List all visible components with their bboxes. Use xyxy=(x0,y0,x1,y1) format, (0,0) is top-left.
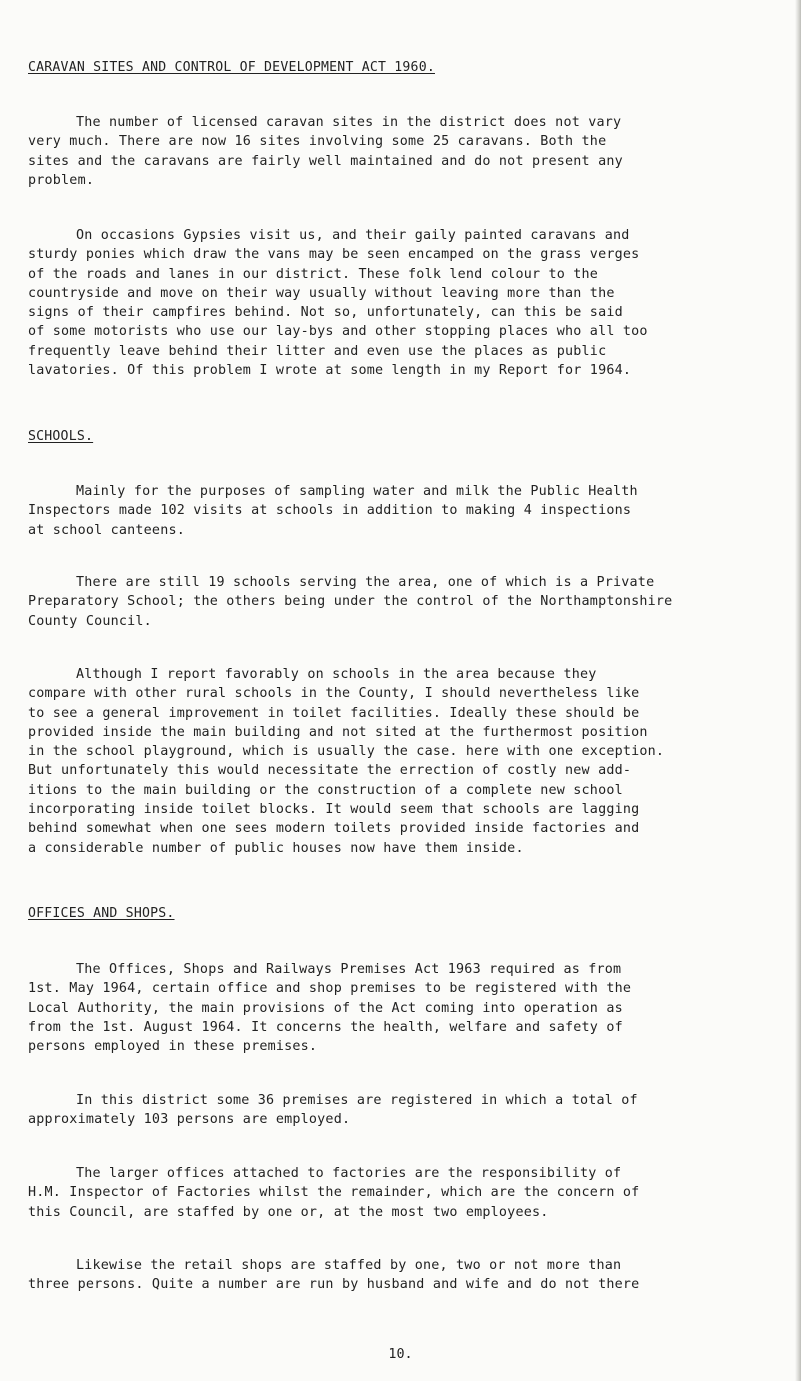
paragraph-schools-count xyxy=(28,573,793,631)
text-line: There are still 19 schools serving the area, one of which is a Private xyxy=(76,575,655,590)
text-line: Inspectors made 102 visits at schools in addition to making 4 inspections xyxy=(28,503,632,519)
heading-schools: SCHOOLS. xyxy=(28,429,94,444)
text-line: Local Authority, the main provisions of the Act coming into operation as xyxy=(28,1000,623,1016)
text-line: But unfortunately this would necessitate the errection of costly new add- xyxy=(28,763,632,779)
text-line: Although I report favorably on schools in the area because they xyxy=(76,667,597,682)
text-line: On occasions Gypsies visit us, and their gaily painted caravans and xyxy=(76,228,630,243)
text-line: provided inside the main building and not sited at the furthermost position xyxy=(28,724,648,740)
text-line: itions to the main building or the construction of a complete new school xyxy=(28,782,623,798)
text-line: H.M. Inspector of Factories whilst the remainder, which are the concern of xyxy=(28,1185,640,1201)
text-line: very much. There are now 16 sites involving some 25 caravans. Both the xyxy=(28,134,607,150)
text-line: In this district some 36 premises are registered in which a total of xyxy=(76,1093,638,1108)
text-line: Mainly for the purposes of sampling water and milk the Public Health xyxy=(76,484,638,499)
text-line: Likewise the retail shops are staffed by one, two or not more than xyxy=(76,1258,622,1273)
text-line: The larger offices attached to factories are the responsibility of xyxy=(76,1166,622,1181)
heading-offices-and-shops: OFFICES AND SHOPS. xyxy=(28,906,175,921)
text-line: problem. xyxy=(28,172,95,188)
text-line: from the 1st. August 1964. It concerns the health, welfare and safety of xyxy=(28,1019,623,1035)
text-line: sites and the caravans are fairly well maintained and do not present any xyxy=(28,153,623,169)
text-line: of the roads and lanes in our district. These folk lend colour to the xyxy=(28,266,599,282)
paragraph-gypsies xyxy=(28,226,793,380)
page-number: 10. xyxy=(388,1347,413,1362)
paragraph-caravan-sites-count xyxy=(28,113,793,190)
paragraph-premises-registered xyxy=(28,1091,793,1130)
text-line: in the school playground, which is usually the case. here with one exception. xyxy=(28,744,665,760)
text-line: compare with other rural schools in the County, I should nevertheless like xyxy=(28,686,640,702)
heading-caravan-sites: CARAVAN SITES AND CONTROL OF DEVELOPMENT ACT 1960. xyxy=(28,60,435,75)
text-line: frequently leave behind their litter and even use the places as public xyxy=(28,343,607,359)
text-line: at school canteens. xyxy=(28,522,185,538)
text-line: three persons. Quite a number are run by husband and wife and do not there xyxy=(28,1277,640,1293)
text-line: lavatories. Of this problem I wrote at some length in my Report for 1964. xyxy=(28,363,632,379)
text-line: incorporating inside toilet blocks. It would seem that schools are lagging xyxy=(28,802,640,818)
text-line: a considerable number of public houses now have them inside. xyxy=(28,840,524,856)
text-line: The number of licensed caravan sites in the district does not vary xyxy=(76,115,622,130)
text-line: sturdy ponies which draw the vans may be seen encamped on the grass verges xyxy=(28,247,640,263)
text-line: of some motorists who use our lay-bys and other stopping places who all too xyxy=(28,324,648,340)
text-line: behind somewhat when one sees modern toilets provided inside factories and xyxy=(28,821,640,837)
text-line: approximately 103 persons are employed. xyxy=(28,1112,351,1128)
text-line: County Council. xyxy=(28,613,152,629)
text-line: persons employed in these premises. xyxy=(28,1039,318,1055)
paragraph-offices-act xyxy=(28,960,793,1056)
text-line: signs of their campfires behind. Not so, unfortunately, can this be said xyxy=(28,305,623,321)
paragraph-schools-visits xyxy=(28,482,793,540)
text-line: Preparatory School; the others being under the control of the Northamptonshire xyxy=(28,594,673,610)
paragraph-larger-offices xyxy=(28,1164,793,1222)
text-line: 1st. May 1964, certain office and shop premises to be registered with the xyxy=(28,981,632,997)
text-line: countryside and move on their way usually without leaving more than the xyxy=(28,285,615,301)
text-line: this Council, are staffed by one or, at the most two employees. xyxy=(28,1204,549,1220)
text-line: The Offices, Shops and Railways Premises Act 1963 required as from xyxy=(76,962,622,977)
page-edge-shadow xyxy=(795,0,801,1381)
paragraph-schools-toilets xyxy=(28,665,793,858)
paragraph-retail-shops xyxy=(28,1256,793,1295)
text-line: to see a general improvement in toilet facilities. Ideally these should be xyxy=(28,705,640,721)
